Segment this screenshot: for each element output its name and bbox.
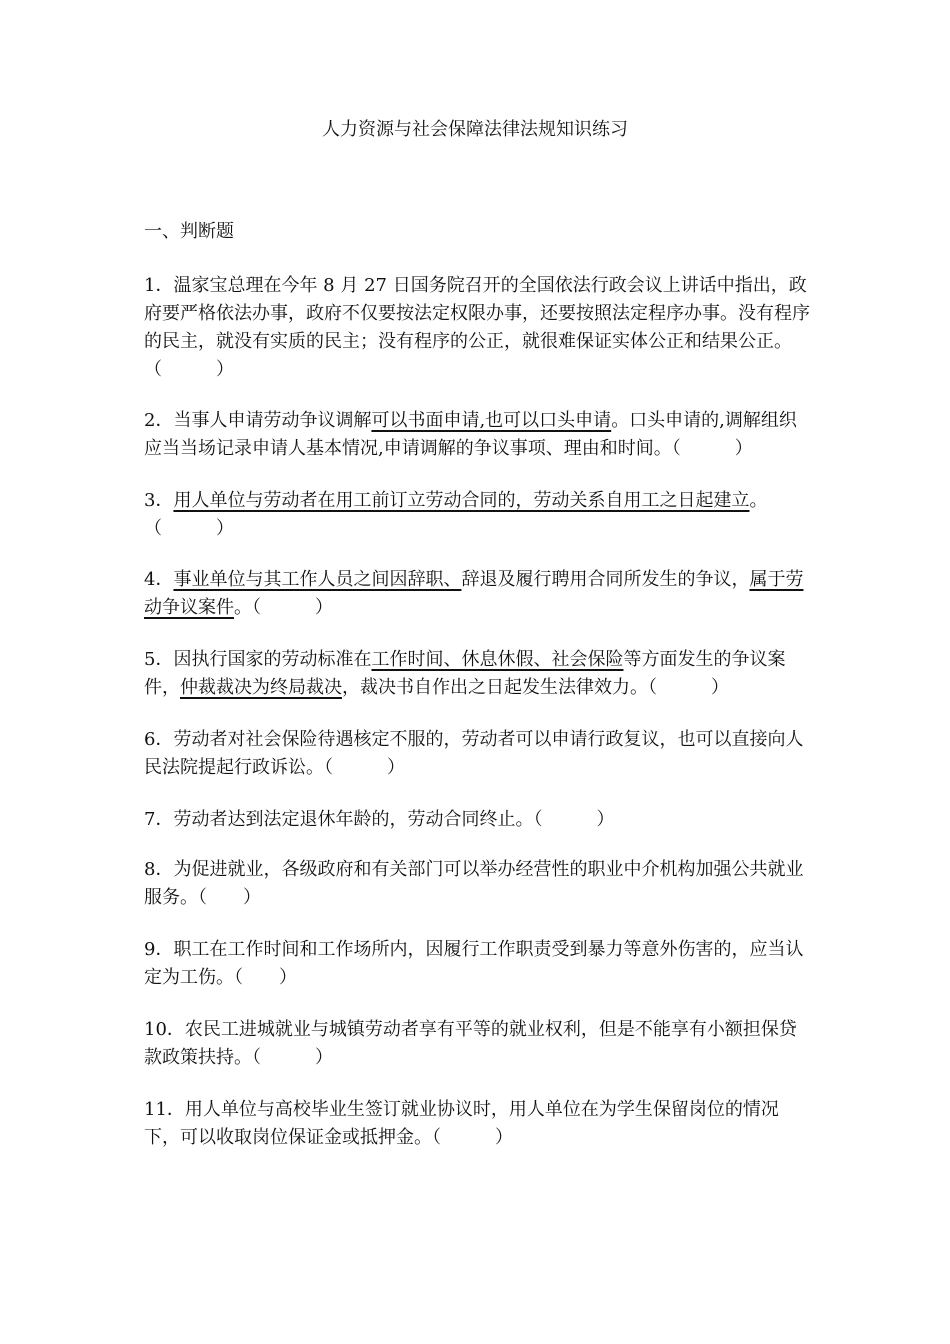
question-10: 10．农民工进城就业与城镇劳动者享有平等的就业权利，但是不能享有小额担保贷款政策扶持。（ ）: [144, 1019, 797, 1068]
question-1: 1．温家宝总理在今年 8 月 27 日国务院召开的全国依法行政会议上讲话中指出，政府要严格依法办事，政府不仅要按法定权限办事，还要按照法定程序办事。没有程序的民主，就没有实质的民主；没有程序的公正，就很难保证实体公正和结果公正。（ ）: [144, 275, 810, 380]
question-11: 11．用人单位与高校毕业生签订就业协议时，用人单位在为学生保留岗位的情况下，可以收取岗位保证金或抵押金。（ ）: [144, 1099, 779, 1148]
question-text: 。口头申请的,调解组织应当当场记录申请人基本情况,申请调解的争议事项、理由和时间。（ ）: [144, 410, 797, 459]
question-text: 3．: [144, 490, 174, 511]
question-4: [144, 566, 810, 622]
question-text: 4．: [144, 569, 174, 590]
question-text: ，裁决书自作出之日起发生法律效力。（ ）: [342, 677, 729, 698]
question-7: 7．劳动者达到法定退休年龄的，劳动合同终止。（ ）: [144, 809, 615, 830]
underlined-phrase: 可以书面申请,也可以口头申请: [371, 410, 612, 431]
underlined-phrase: 属于劳动争议案件: [144, 569, 804, 618]
question-3: [144, 487, 810, 543]
section-heading: 一、判断题: [144, 221, 234, 242]
question-5: [144, 646, 810, 702]
underlined-phrase: 工作时间、休息休假、社会保险: [371, 649, 624, 670]
question-6: 6．劳动者对社会保险待遇核定不服的，劳动者可以申请行政复议，也可以直接向人民法院提起行政诉讼。（ ）: [144, 729, 804, 778]
question-text: 。（ ）: [234, 597, 333, 618]
question-text: 。（ ）: [144, 490, 768, 539]
question-text: 等方面发生的争议案件，: [144, 649, 786, 698]
underlined-phrase: 仲裁裁决为终局裁决: [180, 677, 342, 698]
underlined-phrase: 用人单位与劳动者在用工前订立劳动合同的，劳动关系自用工之日起建立: [173, 490, 750, 511]
question-text: 辞退及履行聘用合同所发生的争议，: [461, 569, 750, 590]
underlined-phrase: 事业单位与其工作人员之间因辞职、: [173, 569, 462, 590]
question-text: 5．因执行国家的劳动标准在: [144, 649, 372, 670]
document-title: 人力资源与社会保障法律法规知识练习: [322, 119, 628, 140]
question-text: 2．当事人申请劳动争议调解: [144, 410, 372, 431]
question-9: 9．职工在工作时间和工作场所内，因履行工作职责受到暴力等意外伤害的，应当认定为工伤。（ ）: [144, 939, 804, 988]
question-2: [144, 407, 810, 463]
question-8: 8．为促进就业，各级政府和有关部门可以举办经营性的职业中介机构加强公共就业服务。（ ）: [144, 859, 804, 908]
